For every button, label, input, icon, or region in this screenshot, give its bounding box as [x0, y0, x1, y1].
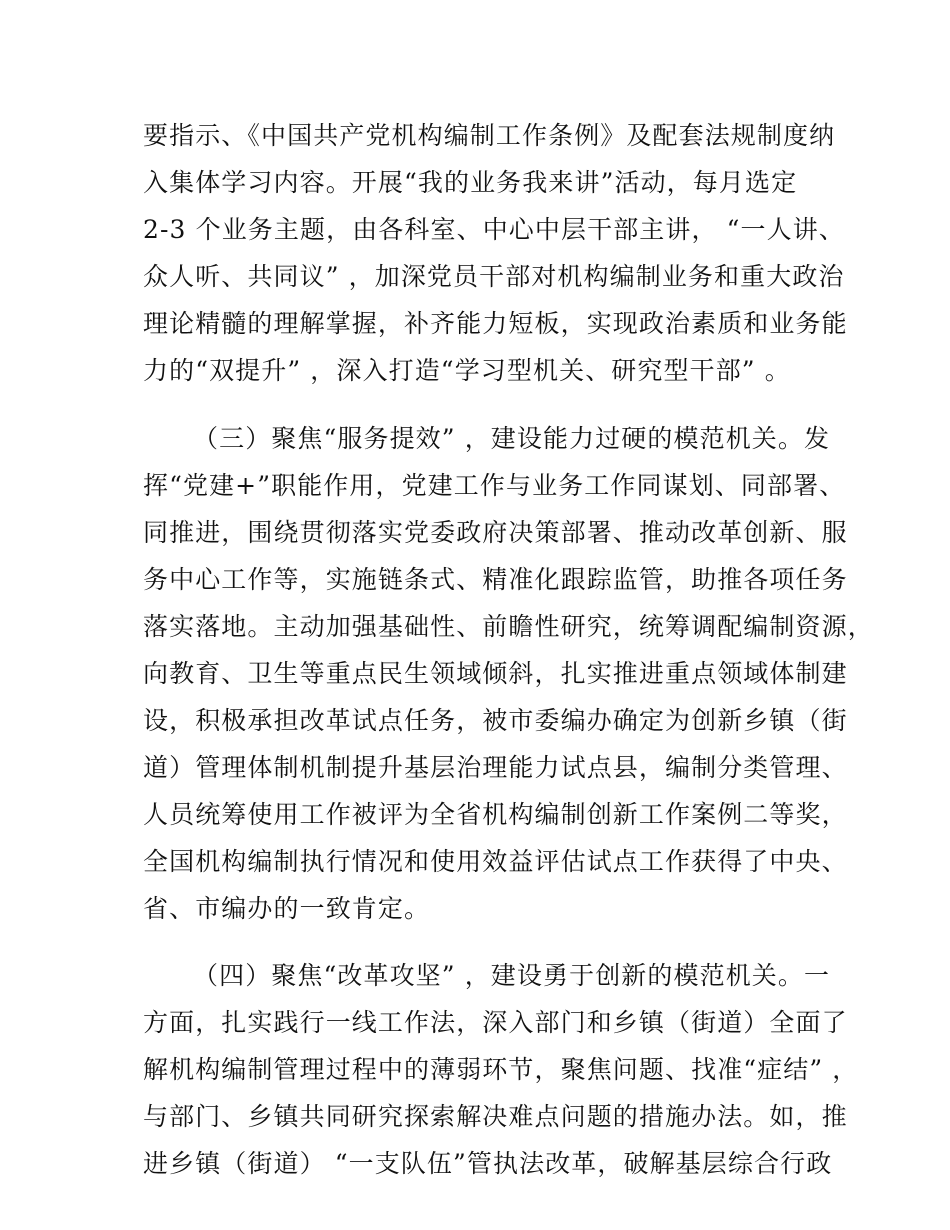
paragraph-line: 向教育、卫生等重点民生领域倾斜，扎实推进重点领域体制建 — [143, 659, 848, 688]
paragraph-line: 省、市编办的一致肯定。 — [143, 894, 431, 923]
paragraph-line: 同推进，围绕贯彻落实党委政府决策部署、推动改革创新、服 — [143, 518, 848, 547]
paragraph-line: 全国机构编制执行情况和使用效益评估试点工作获得了中央、 — [143, 847, 848, 876]
paragraph-line: 要指示、《中国共产党机构编制工作条例》及配套法规制度纳 — [143, 121, 836, 150]
paragraph-line: 理论精髓的理解掌握，补齐能力短板，实现政治素质和业务能 — [143, 309, 848, 338]
paragraph-line: 2-3 个业务主题，由各科室、中心中层干部主讲， “一人讲、 — [143, 215, 845, 244]
paragraph-line: 入集体学习内容。开展“我的业务我来讲”活动，每月选定 — [143, 168, 798, 197]
paragraph-line: 设，积极承担改革试点任务，被市委编办确定为创新乡镇（街 — [143, 706, 848, 735]
paragraph-line: 解机构编制管理过程中的薄弱环节，聚焦问题、找准“症结” ， — [143, 1055, 859, 1084]
paragraph-line: 道）管理体制机制提升基层治理能力试点县，编制分类管理、 — [143, 753, 848, 782]
paragraph-line: 进乡镇（街道） “一支队伍”管执法改革，破解基层综合行政 — [143, 1149, 833, 1178]
paragraph-line: 众人听、共同议” ，加深党员干部对机构编制业务和重大政治 — [143, 262, 845, 291]
paragraph-line: 挥“党建+”职能作用，党建工作与业务工作同谋划、同部署、 — [143, 471, 846, 500]
paragraph-line: （四）聚焦“改革攻坚” ，建设勇于创新的模范机关。一 — [193, 961, 831, 990]
paragraph-line: 力的“双提升” ，深入打造“学习型机关、研究型干部” 。 — [143, 356, 791, 385]
paragraph-line: 落实落地。主动加强基础性、前瞻性研究，统筹调配编制资源， — [143, 612, 874, 641]
paragraph-line: 与部门、乡镇共同研究探索解决难点问题的措施办法。如，推 — [143, 1102, 848, 1131]
paragraph-line: 人员统筹使用工作被评为全省机构编制创新工作案例二等奖， — [143, 800, 848, 829]
paragraph-line: 务中心工作等，实施链条式、精准化跟踪监管，助推各项任务 — [143, 565, 848, 594]
paragraph-line: 方面，扎实践行一线工作法，深入部门和乡镇（街道）全面了 — [143, 1008, 848, 1037]
paragraph-line: （三）聚焦“服务提效” ，建设能力过硬的模范机关。发 — [193, 424, 831, 453]
